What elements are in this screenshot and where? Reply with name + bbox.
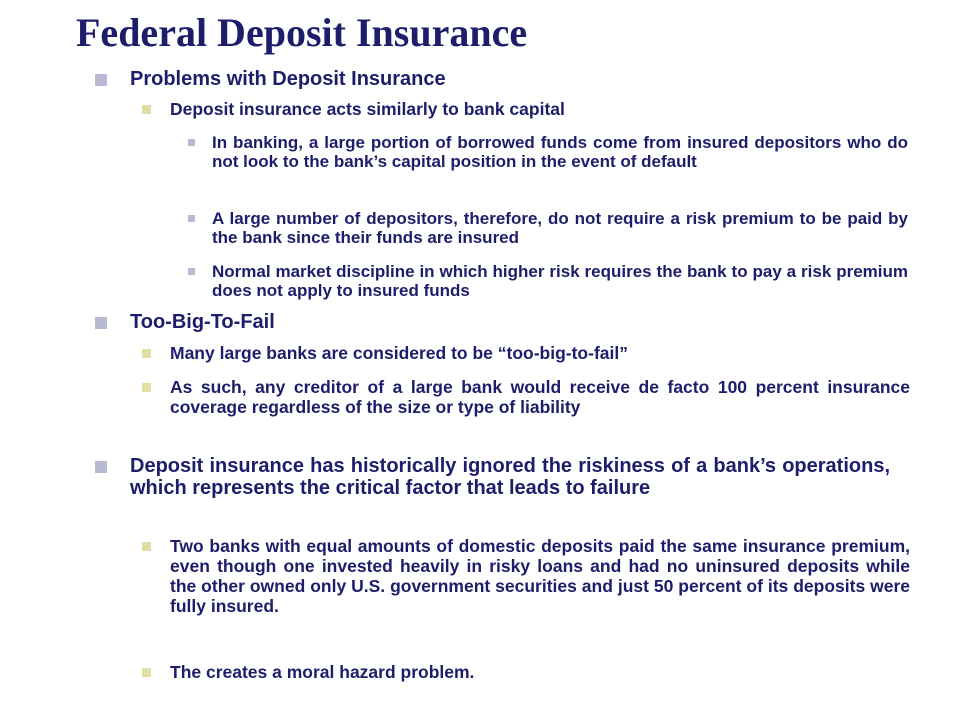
square-bullet-icon (142, 349, 151, 358)
square-bullet-icon (188, 215, 195, 222)
square-bullet-icon (142, 542, 151, 551)
bullet-text: Two banks with equal amounts of domestic deposits paid the same insurance premium, even though one invested heavily in risky loans and had no uninsured deposits while the other owned only U.S. government securities and just 50 percent of its deposits were fully insured. (170, 536, 910, 616)
bullet-text: Many large banks are considered to be “too-big-to-fail” (170, 343, 628, 363)
sub-sub-bullet-market-discipline (212, 262, 908, 300)
bullet-text: Normal market discipline in which higher risk requires the bank to pay a risk premium does not apply to insured funds (212, 262, 908, 300)
bullet-text: The creates a moral hazard problem. (170, 662, 475, 682)
square-bullet-icon (95, 74, 107, 86)
bullet-ignored-riskiness (130, 455, 890, 499)
square-bullet-icon (95, 317, 107, 329)
sub-bullet-insurance-like-capital (170, 99, 910, 119)
sub-bullet-many-large-banks (170, 343, 910, 363)
bullet-text: In banking, a large portion of borrowed funds come from insured depositors who do not look to the bank’s capital position in the event of default (212, 133, 908, 171)
sub-bullet-moral-hazard (170, 662, 910, 682)
square-bullet-icon (142, 105, 151, 114)
sub-bullet-de-facto-coverage (170, 377, 910, 417)
square-bullet-icon (188, 139, 195, 146)
square-bullet-icon (95, 461, 107, 473)
sub-sub-bullet-no-risk-premium (212, 209, 908, 247)
bullet-text: As such, any creditor of a large bank would receive de facto 100 percent insurance coverage regardless of the size or type of liability (170, 377, 910, 417)
square-bullet-icon (142, 383, 151, 392)
bullet-text: Problems with Deposit Insurance (130, 68, 446, 90)
bullet-too-big-to-fail (130, 311, 890, 333)
square-bullet-icon (142, 668, 151, 677)
square-bullet-icon (188, 268, 195, 275)
bullet-text: Deposit insurance acts similarly to bank capital (170, 99, 565, 119)
bullet-text: A large number of depositors, therefore, do not require a risk premium to be paid by the bank since their funds are insured (212, 209, 908, 247)
sub-sub-bullet-borrowed-funds (212, 133, 908, 171)
slide-title: Federal Deposit Insurance (76, 10, 528, 55)
bullet-text: Too-Big-To-Fail (130, 311, 275, 333)
sub-bullet-two-banks-example (170, 536, 910, 616)
bullet-text: Deposit insurance has historically ignored the riskiness of a bank’s operations, which represents the critical factor that leads to failure (130, 455, 890, 499)
bullet-problems-with-deposit-insurance (130, 68, 890, 90)
